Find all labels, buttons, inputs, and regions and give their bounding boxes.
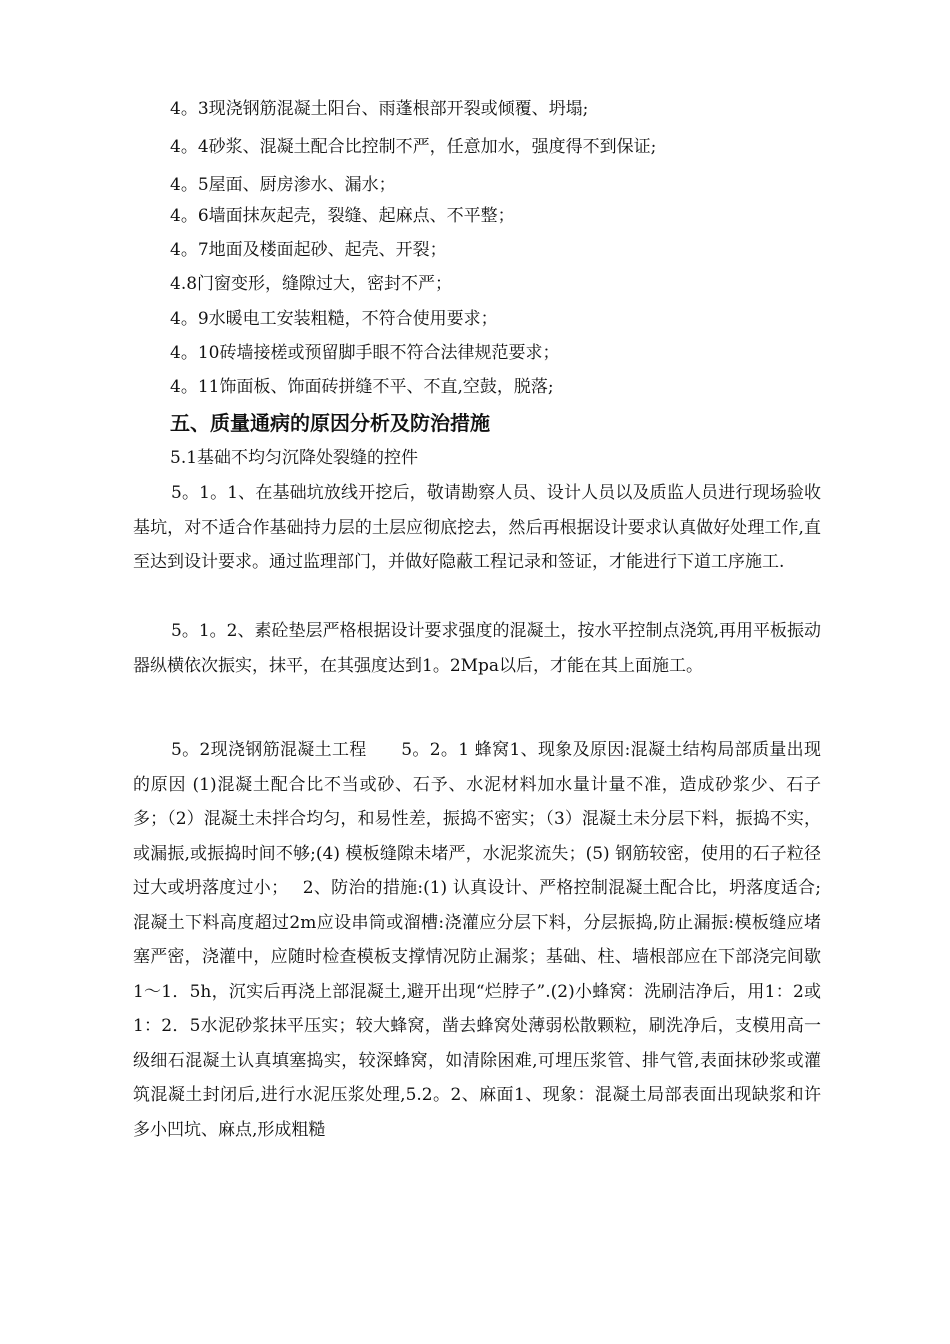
paragraph: 5。1。2、素砼垫层严格根据设计要求强度的混凝土，按水平控制点浇筑,再用平板振动器纵横依次振实，抹平，在其强度达到1。2Mpa以后，才能在其上面施工。 — [133, 621, 821, 676]
list-item: 4。7地面及楼面起砂、起壳、开裂； — [170, 240, 447, 260]
list-item: 4。6墙面抹灰起壳，裂缝、起麻点、不平整； — [170, 206, 515, 226]
subheading: 5.1基础不均匀沉降处裂缝的控件 — [170, 448, 419, 468]
list-item: 4。9水暖电工安装粗糙，不符合使用要求； — [170, 309, 498, 329]
list-item: 4.8门窗变形，缝隙过大，密封不严； — [170, 274, 453, 294]
list-item: 4。5屋面、厨房渗水、漏水； — [170, 175, 396, 195]
list-item: 4。3现浇钢筋混凝土阳台、雨蓬根部开裂或倾覆、坍塌; — [170, 99, 589, 119]
list-item: 4。11饰面板、饰面砖拼缝不平、不直,空鼓，脱落; — [170, 377, 554, 397]
list-item: 4。10砖墙接槎或预留脚手眼不符合法律规范要求； — [170, 343, 560, 363]
paragraph: 5。2现浇钢筋混凝土工程 5。2。1 蜂窝1、现象及原因:混凝土结构局部质量出现的原因 (1)混凝土配合比不当或砂、石予、水泥材料加水量计量不准，造成砂浆少、石子多；（2）混凝土未拌合均匀，和易性差，振捣不密实；（3）混凝土未分层下料，振捣不实，或漏振,或振捣时间不够;(4) 模板缝隙未堵严，水泥浆流失；(5) 钢筋较密，使用的石子粒径过大或坍落度过小； 2、防治的措施:(1) 认真设计、严格控制混凝土配合比，坍落度适合;混凝土下料高度超过2m应设串筒或溜槽:浇灌应分层下料，分层振捣,防止漏振:模板缝应堵塞严密，浇灌中，应随时检查模板支撑情况防止漏浆；基础、柱、墙根部应在下部浇完间歇1～1．5h，沉实后再浇上部混凝土,避开出现“烂脖子”.(2)小蜂窝：洗刷洁净后，用1：2或1：2．5水泥砂浆抹平压实；较大蜂窝，凿去蜂窝处薄弱松散颗粒，刷洗净后，支模用高一级细石混凝土认真填塞捣实，较深蜂窝，如清除困难,可埋压浆管、排气管,表面抹砂浆或灌筑混凝土封闭后,进行水泥压浆处理,5.2。2、麻面1、现象：混凝土局部表面出现缺浆和许多小凹坑、麻点,形成粗糙 — [133, 740, 821, 1140]
section-heading: 五、质量通病的原因分析及防治措施 — [170, 411, 490, 435]
paragraph: 5。1。1、在基础坑放线开挖后，敬请勘察人员、设计人员以及质监人员进行现场验收基坑，对不适合作基础持力层的土层应彻底挖去，然后再根据设计要求认真做好处理工作,直至达到设计要求。通过监理部门，并做好隐蔽工程记录和签证，才能进行下道工序施工. — [133, 483, 821, 572]
list-item: 4。4砂浆、混凝土配合比控制不严，任意加水，强度得不到保证; — [170, 137, 657, 157]
